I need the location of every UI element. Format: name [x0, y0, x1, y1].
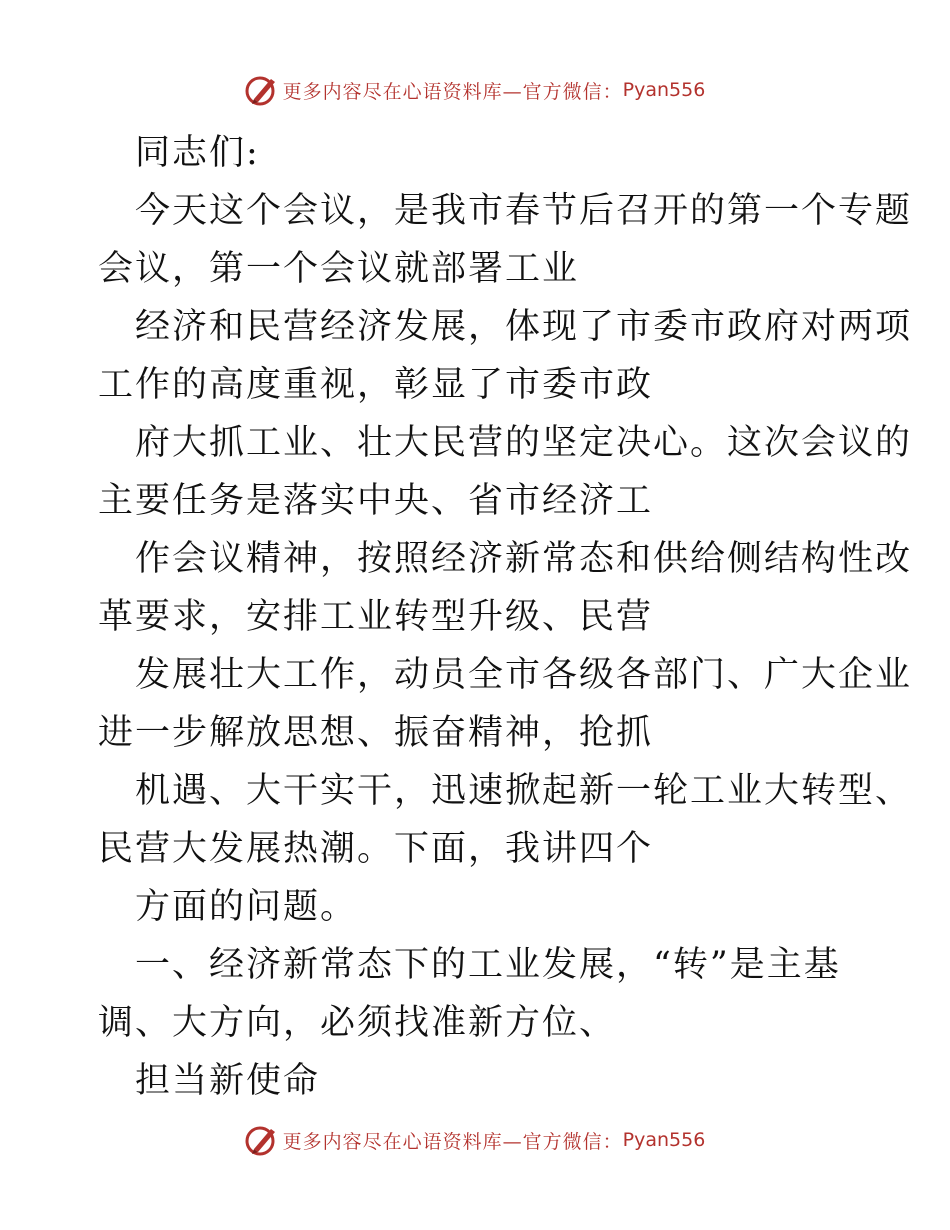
banner-text: 更多内容尽在心语资料库—官方微信： — [282, 80, 623, 103]
paragraph-line: 工作的高度重视，彰显了市委市政 — [98, 365, 654, 405]
paragraph-line: 革要求，安排工业转型升级、民营 — [98, 597, 654, 637]
section-heading: 一、经济新常态下的工业发展，“转”是主基 — [135, 945, 841, 985]
paragraph-line: 发展壮大工作，动员全市各级各部门、广大企业 — [135, 655, 913, 695]
paragraph-line: 作会议精神，按照经济新常态和供给侧结构性改 — [135, 539, 913, 579]
header-banner — [0, 70, 950, 110]
paragraph-line: 经济和民营经济发展，体现了市委市政府对两项 — [135, 307, 913, 347]
wechat-id: Pyan556 — [622, 1129, 706, 1151]
section-heading: 调、大方向，必须找准新方位、 — [98, 1003, 617, 1043]
document-body — [98, 124, 913, 1110]
pen-logo-icon — [245, 1123, 279, 1157]
banner-text: 更多内容尽在心语资料库—官方微信： — [282, 1130, 623, 1153]
paragraph-line: 同志们: — [135, 133, 260, 173]
paragraph-line: 会议，第一个会议就部署工业 — [98, 249, 580, 289]
paragraph-line: 府大抓工业、壮大民营的坚定决心。这次会议的 — [135, 423, 913, 463]
paragraph-line: 主要任务是落实中央、省市经济工 — [98, 481, 654, 521]
footer-banner — [0, 1120, 950, 1160]
paragraph-line: 民营大发展热潮。下面，我讲四个 — [98, 829, 654, 869]
pen-logo-icon — [245, 73, 279, 107]
paragraph-line: 今天这个会议，是我市春节后召开的第一个专题 — [135, 191, 913, 231]
paragraph-line: 方面的问题。 — [135, 887, 358, 927]
paragraph-line: 进一步解放思想、振奋精神，抢抓 — [98, 713, 654, 753]
wechat-id: Pyan556 — [622, 79, 706, 101]
section-heading: 担当新使命 — [135, 1061, 321, 1101]
paragraph-line: 机遇、大干实干，迅速掀起新一轮工业大转型、 — [135, 771, 913, 811]
